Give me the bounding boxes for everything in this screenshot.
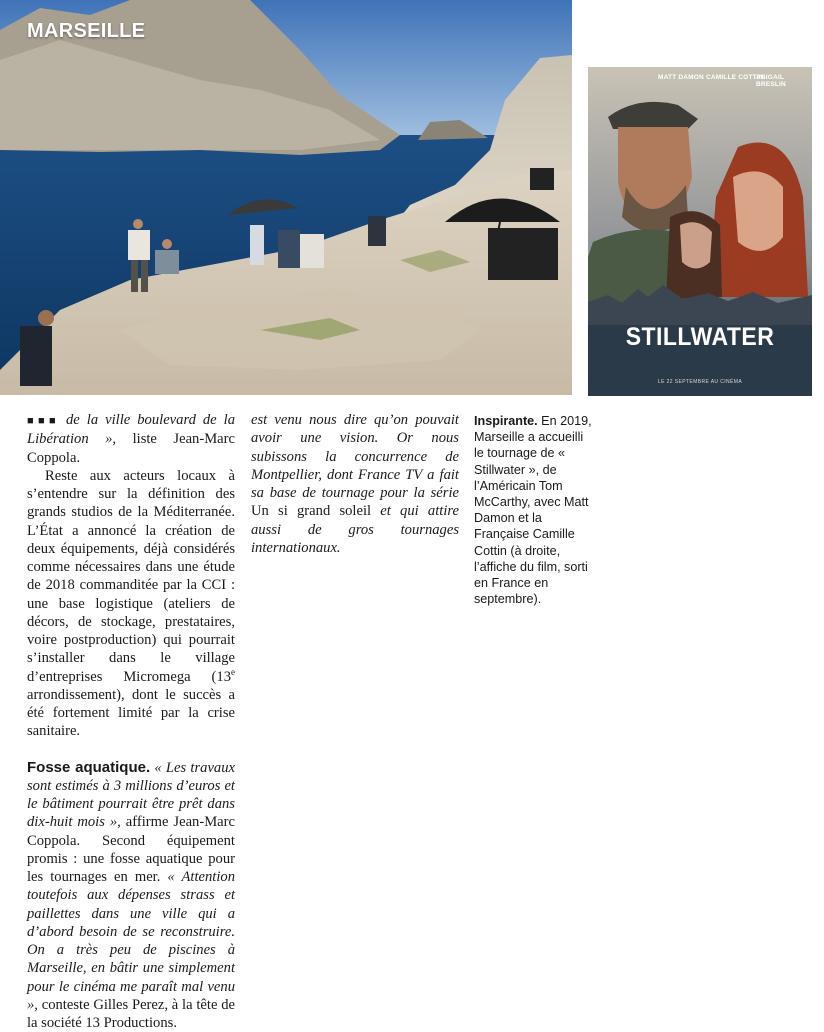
section-label: MARSEILLE <box>27 20 145 43</box>
series-title: Un si grand soleil <box>251 503 371 519</box>
poster-title: STILLWATER <box>597 323 803 352</box>
paragraph-2-text: Reste aux acteurs locaux à s’entendre sur la définition des grands studios de la Méditerranée. L’État a annoncé la création de deux équipements, déjà considérés comme nécessaires dans une étude de 2018 commanditée par la CCI : une base logistique (ateliers de décors, de stockage, prestataires, voire postproduction) qui pourrait s’installer dans le village d’entreprises Micromega (13 <box>27 468 235 685</box>
article-photo <box>0 0 572 395</box>
caption-lead: Inspirante. <box>474 414 538 428</box>
quote-1: « Les travaux sont estimés à 3 millions d’euros et le bâtiment pourrait être prêt dans dix-huit mois », <box>27 760 235 831</box>
continuation-marker: ■■■ <box>27 415 60 427</box>
article-column-1 <box>27 411 235 1032</box>
paragraph-3-text-2: conteste Gilles Perez, à la tête de la société 13 Productions. <box>27 997 235 1031</box>
paragraph-col2 <box>251 411 459 557</box>
ordinal-suffix: e <box>231 667 235 677</box>
quote-col2-1: est venu nous dire qu’on pouvait avoir une vision. Or nous subissons la concurrence de Montpellier, dont France TV a fait sa base de tournage pour la série <box>251 412 459 501</box>
poster-credit-3: ABIGAIL BRESLIN <box>756 74 812 88</box>
article-column-2 <box>251 411 459 557</box>
paragraph-2-end: arrondissement), dont le succès a été fortement limité par la crise sanitaire. <box>27 687 235 740</box>
quote-2: « Attention toutefois aux dépenses strass et paillettes dans une ville qui a d’abord besoin de se reconstruire. On a très peu de piscines à Marseille, en bâtir une simplement pour le cinéma me paraît mal venu », <box>27 869 235 1013</box>
paragraph-3-text-1: affirme Jean-Marc Coppola. Second équipement promis : une fosse aquatique pour les tournages en mer. <box>27 814 235 885</box>
paragraph-2 <box>27 467 235 741</box>
poster-credit-2: CAMILLE COTTIN <box>706 74 764 81</box>
film-poster <box>588 67 812 396</box>
paragraph-1 <box>27 411 235 467</box>
quote-fragment: de la ville boulevard de la Libération », <box>27 412 235 447</box>
photo-caption <box>474 413 592 607</box>
subhead: Fosse aquatique. <box>27 759 150 776</box>
caption-text: En 2019, Marseille a accueilli le tournage de « Stillwater », de l’Américain Tom McCarthy, avec Matt Damon et la Française Camille Cottin (à droite, l’affiche du film, sorti en France en septembre). <box>474 414 592 606</box>
calanques-scene <box>0 0 572 395</box>
poster-release-line: LE 22 SEPTEMBRE AU CINÉMA <box>588 379 812 385</box>
paragraph-1-text: liste Jean-Marc Coppola. <box>27 431 235 465</box>
paragraph-3 <box>27 759 235 1032</box>
woman-face <box>733 171 783 251</box>
quote-col2-2: et qui attire aussi de gros tournages internationaux. <box>251 503 459 556</box>
poster-credit-1: MATT DAMON <box>658 74 704 81</box>
